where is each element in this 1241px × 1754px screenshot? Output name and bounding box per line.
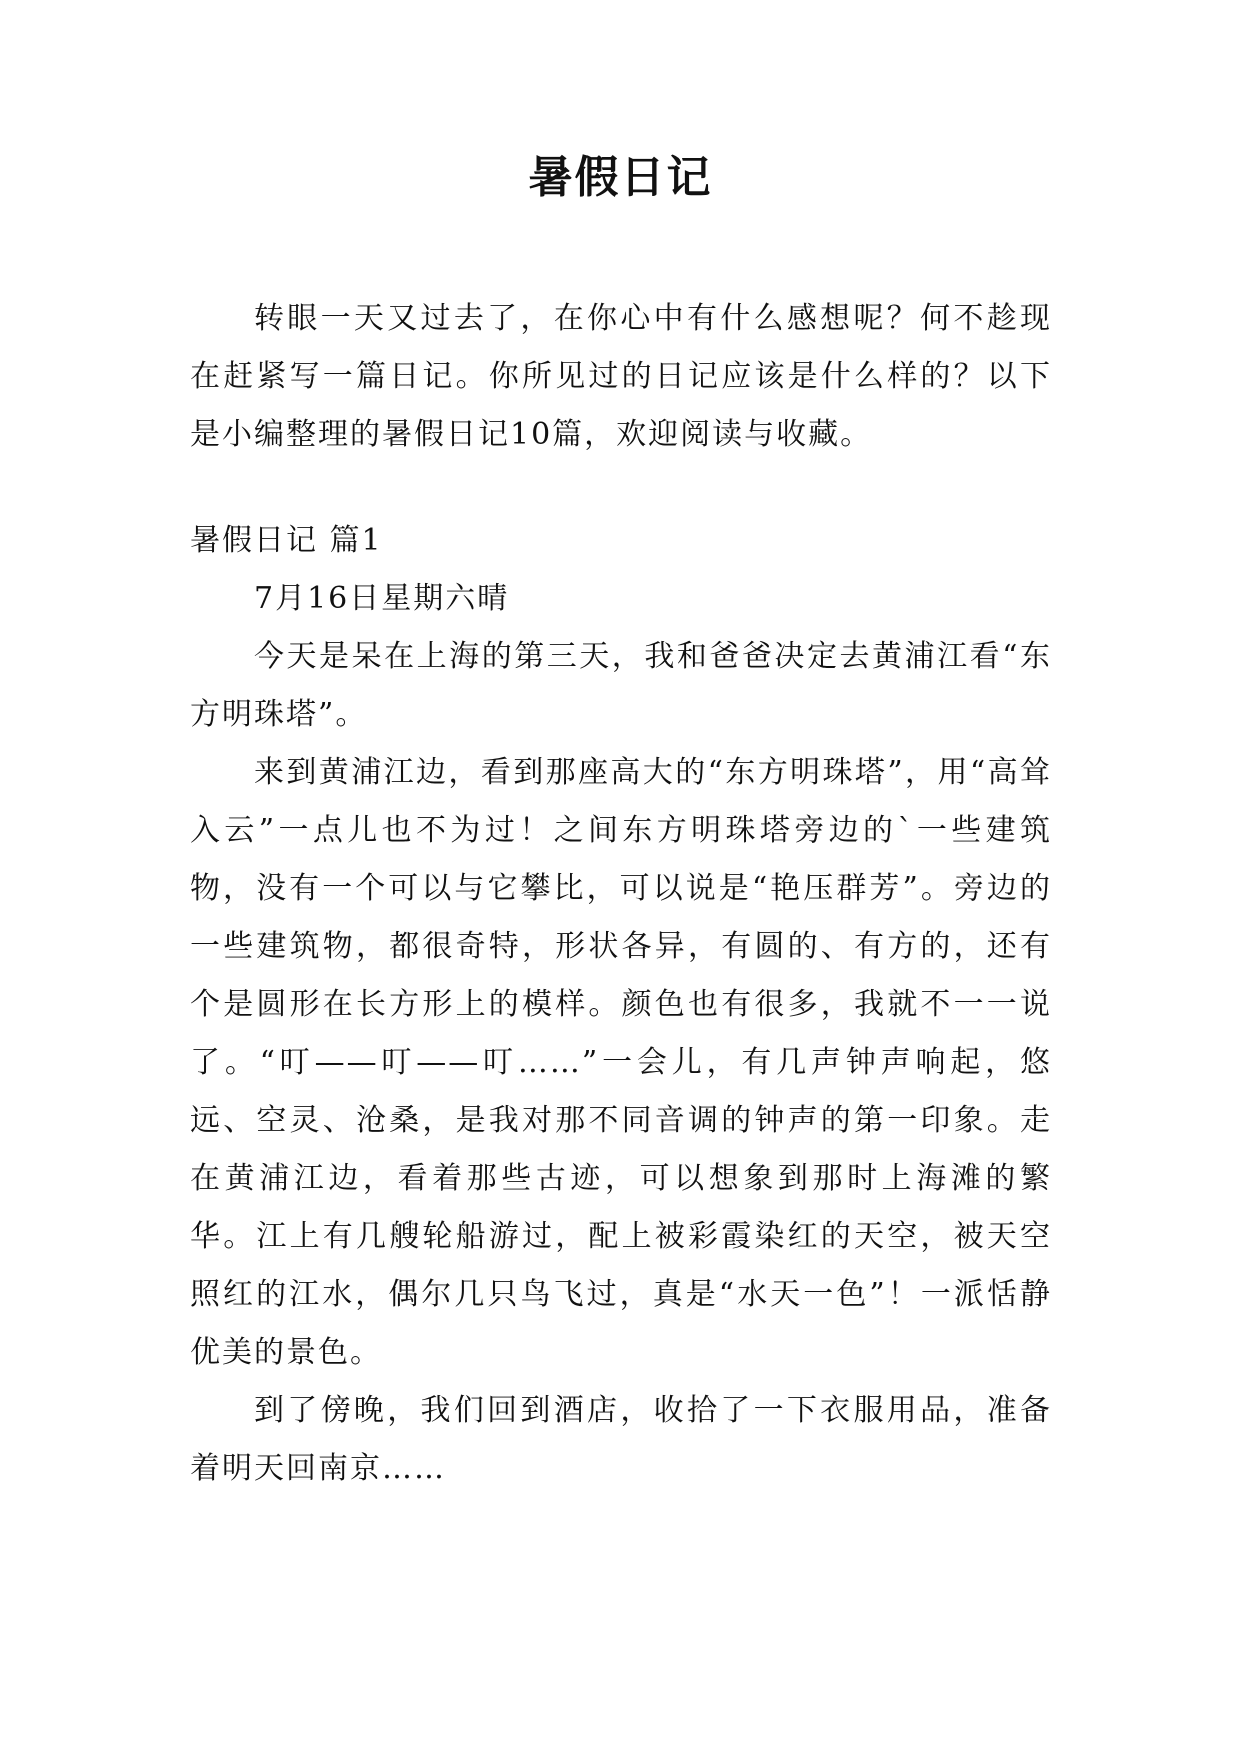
body-paragraph: 到了傍晚，我们回到酒店，收拾了一下衣服用品，准备着明天回南京…… bbox=[190, 1393, 1052, 1486]
body-paragraph: 来到黄浦江边，看到那座高大的“东方明珠塔”，用“高耸入云”一点儿也不为过！之间东方明珠塔旁边的`一些建筑物，没有一个可以与它攀比，可以说是“艳压群芳”。旁边的一些建筑物，都很奇特，形状各异，有圆的、有方的，还有个是圆形在长方形上的模样。颜色也有很多，我就不一一说了。“叮——叮——叮……”一会儿，有几声钟声响起，悠远、空灵、沧桑，是我对那不同音调的钟声的第一印象。走在黄浦江边，看着那些古迹，可以想象到那时上海滩的繁华。江上有几艘轮船游过，配上被彩霞染红的天空，被天空照红的江水，偶尔几只鸟飞过，真是“水天一色”！一派恬静优美的景色。 bbox=[190, 755, 1052, 1370]
date-line: 7月16日星期六晴 bbox=[254, 581, 510, 616]
document-body bbox=[190, 290, 1052, 1498]
page-title: 暑假日记 bbox=[528, 152, 713, 203]
intro-paragraph: 转眼一天又过去了，在你心中有什么感想呢？何不趁现在赶紧写一篇日记。你所见过的日记应该是什么样的？以下是小编整理的暑假日记10篇，欢迎阅读与收藏。 bbox=[190, 301, 1052, 452]
entry-heading: 暑假日记 篇1 bbox=[190, 523, 383, 558]
body-paragraph: 今天是呆在上海的第三天，我和爸爸决定去黄浦江看“东方明珠塔”。 bbox=[190, 639, 1052, 732]
